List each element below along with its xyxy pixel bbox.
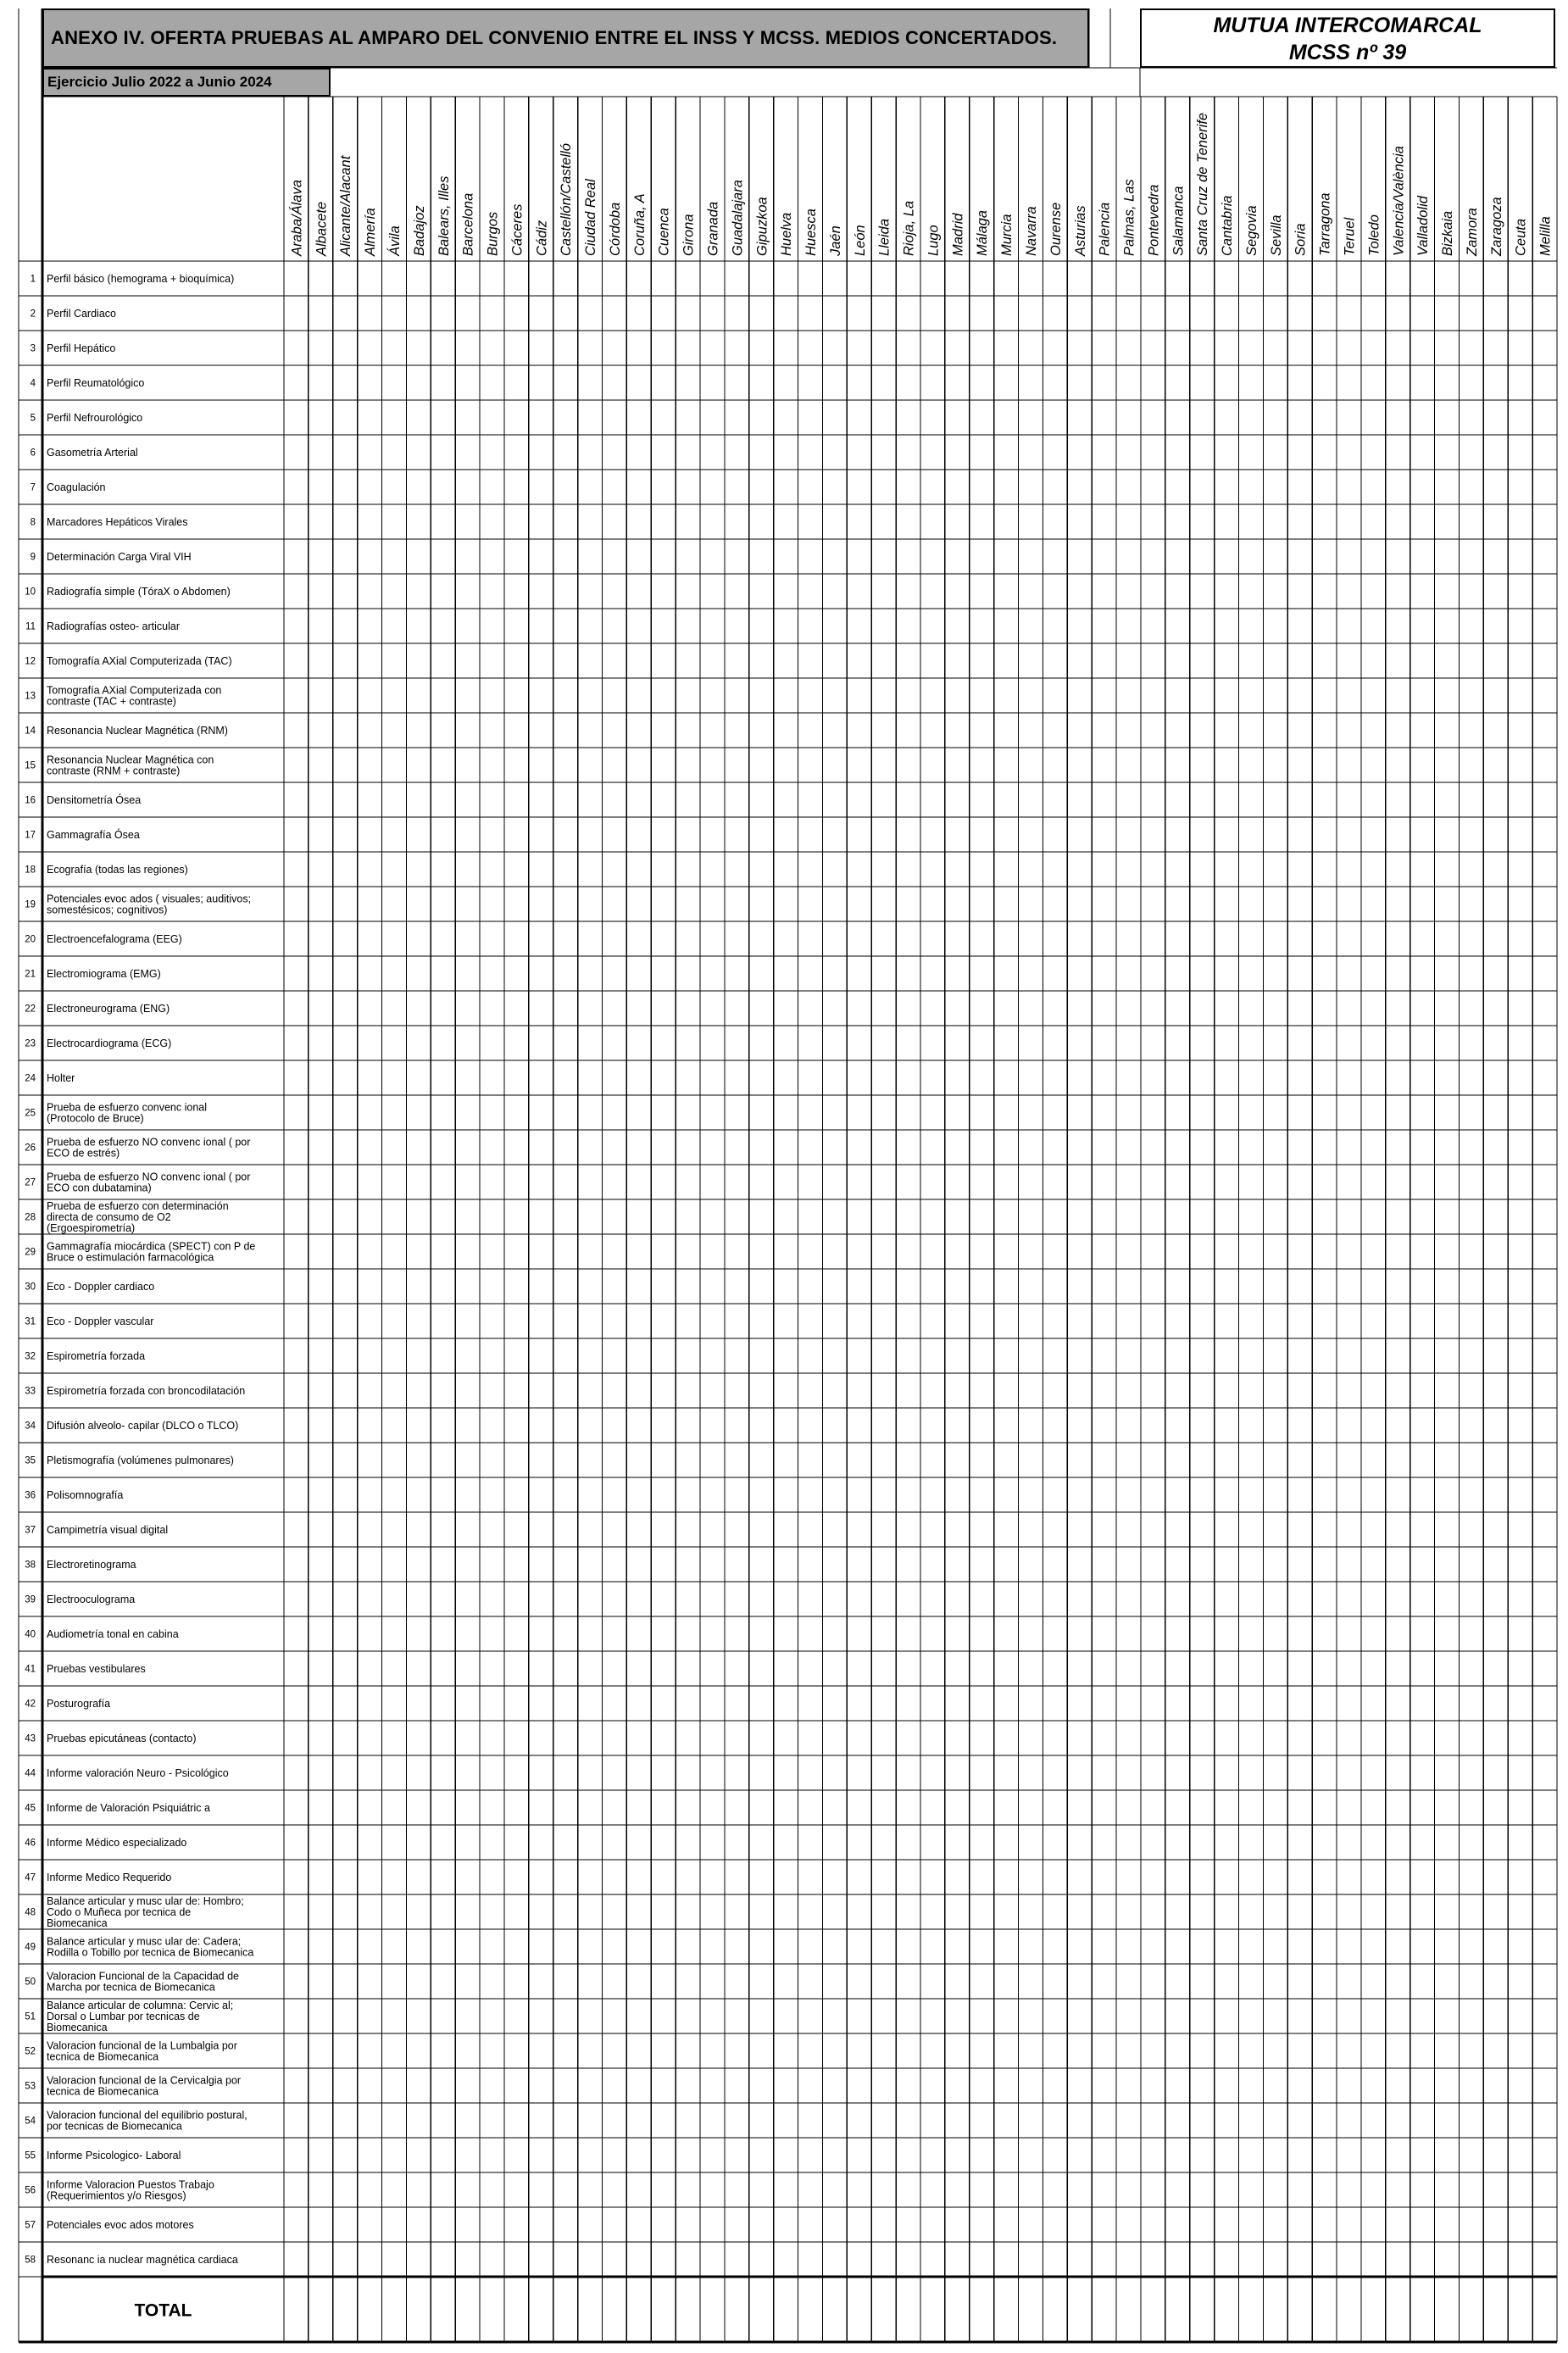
test-name: ECO de estrés) [47, 1147, 120, 1160]
test-number: 3 [30, 343, 36, 354]
test-name: Prueba de esfuerzo con determinación [47, 1199, 229, 1212]
province-header: Asturias [1072, 205, 1088, 256]
province-header: Ourense [1048, 202, 1064, 256]
test-name: Perfil Reumatológico [47, 377, 145, 389]
test-name: Pruebas vestibulares [47, 1663, 146, 1675]
test-name: Pletismografía (volúmenes pulmonares) [47, 1455, 234, 1466]
test-number: 58 [25, 2255, 36, 2266]
test-number: 57 [25, 2220, 36, 2231]
test-number: 10 [25, 587, 36, 598]
test-number: 54 [25, 2116, 36, 2127]
province-header: Salamanca [1170, 186, 1187, 256]
test-number: 48 [25, 1907, 36, 1918]
test-name: Prueba de esfuerzo NO convenc ional ( por [47, 1136, 251, 1149]
test-number: 45 [25, 1803, 36, 1814]
test-name: Tomografía AXial Computerizada (TAC) [47, 655, 232, 667]
test-name: Valoracion funcional de la Lumbalgia por [47, 2039, 237, 2052]
test-name: Biomecanica [47, 1917, 108, 1930]
test-name: Espirometría forzada con broncodilatación [47, 1385, 246, 1397]
test-name: (Protocolo de Bruce) [47, 1112, 144, 1125]
test-name: Marcadores Hepáticos Virales [47, 516, 188, 528]
province-header: Burgos [485, 211, 501, 256]
test-name: Valoracion Funcional de la Capacidad de [47, 1970, 240, 1983]
test-name: Espirometría forzada [47, 1350, 146, 1362]
test-name: Potenciales evoc ados ( visuales; auditivos; [47, 893, 252, 905]
province-header: Huesca [803, 209, 820, 256]
test-number: 41 [25, 1664, 36, 1675]
test-number: 15 [25, 760, 36, 771]
test-name: Electrocardiograma (ECG) [47, 1037, 172, 1049]
test-number: 47 [25, 1872, 36, 1883]
test-name: Campimetría visual digital [47, 1524, 169, 1536]
test-name: Bruce o estimulación farmacológica [47, 1251, 214, 1264]
exercise-period: Ejercicio Julio 2022 a Junio 2024 [42, 68, 331, 97]
province-header: Valencia/València [1391, 146, 1407, 256]
test-name: Gammagrafía Ósea [47, 829, 140, 841]
test-name: Posturografía [47, 1698, 111, 1710]
test-name: Perfil básico (hemograma + bioquímica) [47, 273, 235, 285]
test-number: 51 [25, 2011, 36, 2022]
province-header: Badajoz [411, 205, 427, 256]
test-number: 8 [30, 517, 36, 528]
province-header: Segovia [1243, 205, 1259, 256]
test-name: (Ergoespirometría) [47, 1222, 136, 1235]
test-name: Pruebas epicutáneas (contacto) [47, 1733, 197, 1744]
province-header: Zamora [1464, 208, 1480, 256]
test-number: 40 [25, 1629, 36, 1640]
test-name: Informe valoración Neuro - Psicológico [47, 1767, 229, 1779]
test-name: directa de consumo de O2 [47, 1211, 171, 1223]
test-number: 24 [25, 1073, 36, 1084]
test-name: Informe Valoracion Puestos Trabajo [47, 2178, 214, 2191]
test-name: Resonanc ia nuclear magnética cardiaca [47, 2254, 238, 2266]
test-number: 26 [25, 1143, 36, 1154]
test-number: 17 [25, 830, 36, 841]
test-number: 31 [25, 1316, 36, 1327]
test-name: Tomografía AXial Computerizada con [47, 684, 222, 697]
province-header: Balears, Illes [436, 175, 452, 256]
test-number: 30 [25, 1282, 36, 1293]
test-name: Determinación Carga Viral VIH [47, 551, 192, 563]
test-number: 11 [25, 621, 36, 632]
test-name: Resonancia Nuclear Magnética con [47, 754, 214, 766]
test-name: Marcha por tecnica de Biomecanica [47, 1981, 215, 1994]
test-number: 28 [25, 1212, 36, 1223]
province-header: Palencia [1097, 202, 1113, 256]
total-label: TOTAL [134, 2300, 192, 2321]
test-name: Eco - Doppler cardiaco [47, 1281, 155, 1293]
province-header: Santa Cruz de Tenerife [1195, 112, 1211, 256]
test-name: Electroretinograma [47, 1559, 136, 1571]
province-header: Granada [705, 201, 721, 256]
test-name: tecnica de Biomecanica [47, 2085, 159, 2098]
test-name: Balance articular y musc ular de: Hombro; [47, 1894, 244, 1907]
province-header: Araba/Álava [289, 180, 305, 256]
province-header: Toledo [1366, 214, 1382, 256]
test-number: 7 [30, 482, 36, 493]
test-name: (Requerimientos y/o Riesgos) [47, 2189, 186, 2202]
test-name: Potenciales evoc ados motores [47, 2219, 194, 2231]
test-number: 9 [30, 552, 36, 563]
test-number: 25 [25, 1108, 36, 1119]
test-name: Audiometría tonal en cabina [47, 1628, 179, 1640]
test-number: 23 [25, 1038, 36, 1049]
test-name: Electroneurograma (ENG) [47, 1003, 170, 1015]
test-name: Perfil Nefrourológico [47, 412, 143, 424]
test-name: Informe Médico especializado [47, 1837, 187, 1849]
test-number: 5 [30, 413, 36, 424]
test-number: 21 [25, 969, 36, 980]
test-name: Electrooculograma [47, 1594, 136, 1605]
test-name: Gasometría Arterial [47, 447, 138, 459]
test-name: Radiografías osteo- articular [47, 620, 181, 632]
province-header: Castellón/Castelló [559, 143, 575, 256]
test-number: 46 [25, 1838, 36, 1849]
test-name: Rodilla o Tobillo por tecnica de Biomecanica [47, 1946, 254, 1959]
test-name: Radiografía simple (TóraX o Abdomen) [47, 586, 231, 598]
test-number: 13 [25, 691, 36, 702]
document-title: ANEXO IV. OFERTA PRUEBAS AL AMPARO DEL CONVENIO ENTRE EL INSS Y MCSS. MEDIOS CONCERTADOS. [42, 8, 1089, 68]
test-number: 32 [25, 1351, 36, 1362]
province-header: Pontevedra [1146, 184, 1162, 256]
mutua-number: MCSS nº 39 [1288, 41, 1407, 64]
test-name: Perfil Hepático [47, 342, 116, 354]
province-header: Palmas, Las [1121, 179, 1137, 256]
test-number: 2 [30, 309, 36, 320]
province-header: Madrid [950, 213, 966, 256]
test-number: 4 [30, 378, 36, 389]
test-name: ECO con dubatamina) [47, 1182, 152, 1194]
test-number: 56 [25, 2185, 36, 2196]
test-number: 50 [25, 1977, 36, 1988]
province-header: Alicante/Alacant [338, 155, 354, 256]
test-number: 39 [25, 1594, 36, 1605]
test-number: 12 [25, 656, 36, 667]
province-header: Lleida [876, 218, 892, 256]
test-number: 44 [25, 1768, 36, 1779]
province-header: Tarragona [1317, 192, 1333, 256]
test-name: Densitometría Ósea [47, 794, 142, 806]
province-header: Melilla [1537, 216, 1554, 256]
province-header: Barcelona [460, 192, 476, 256]
test-number: 29 [25, 1247, 36, 1258]
test-number: 37 [25, 1525, 36, 1536]
test-number: 35 [25, 1455, 36, 1466]
test-number: 52 [25, 2046, 36, 2057]
test-name: contraste (RNM + contraste) [47, 765, 181, 777]
province-header: Huelva [779, 212, 795, 256]
province-header: Málaga [975, 209, 991, 256]
test-name: Perfil Cardiaco [47, 308, 116, 320]
test-name: Balance articular y musc ular de: Cadera; [47, 1935, 242, 1948]
test-name: Dorsal o Lumbar por tecnicas de [47, 2011, 200, 2022]
test-number: 43 [25, 1733, 36, 1744]
province-header: Murcia [999, 214, 1015, 256]
province-header: Jaén [827, 225, 843, 256]
test-name: Polisomnografía [47, 1489, 124, 1501]
test-name: Electroencefalograma (EEG) [47, 933, 182, 945]
province-header: Soria [1293, 223, 1309, 256]
test-name: Prueba de esfuerzo convenc ional [47, 1101, 208, 1114]
province-header: Gipuzkoa [754, 197, 770, 256]
province-header: Cáceres [509, 203, 525, 256]
test-number: 38 [25, 1560, 36, 1571]
test-number: 42 [25, 1699, 36, 1710]
test-name: contraste (TAC + contraste) [47, 695, 176, 708]
test-number: 19 [25, 899, 36, 910]
test-name: tecnica de Biomecanica [47, 2050, 159, 2063]
test-number: 20 [25, 934, 36, 945]
test-name: Prueba de esfuerzo NO convenc ional ( por [47, 1171, 251, 1183]
test-number: 27 [25, 1177, 36, 1188]
test-name: por tecnicas de Biomecanica [47, 2120, 182, 2133]
test-name: Biomecanica [47, 2022, 108, 2034]
province-header: Almería [363, 208, 379, 256]
province-header: Sevilla [1268, 214, 1284, 256]
test-number: 16 [25, 795, 36, 806]
test-number: 49 [25, 1942, 36, 1953]
province-header: Cádiz [534, 220, 550, 256]
province-header: Coruña, A [631, 193, 648, 256]
province-header: Teruel [1342, 217, 1358, 256]
test-name: Informe Psicologico- Laboral [47, 2150, 181, 2161]
test-number: 53 [25, 2081, 36, 2092]
province-header: Lugo [926, 225, 942, 256]
test-name: Coagulación [47, 481, 106, 493]
province-header: Albacete [314, 201, 330, 256]
test-name: somestésicos; cognitivos) [47, 904, 168, 916]
test-number: 33 [25, 1386, 36, 1397]
province-header: Valladolid [1415, 196, 1432, 256]
test-number: 34 [25, 1421, 36, 1432]
province-header: Zaragoza [1488, 197, 1504, 256]
province-header: Ávila [386, 225, 403, 256]
test-name: Informe de Valoración Psiquiátric a [47, 1802, 210, 1814]
test-name: Electromiograma (EMG) [47, 968, 161, 980]
test-name: Valoracion funcional de la Cervicalgia por [47, 2074, 242, 2087]
province-header: Bizkaia [1440, 210, 1456, 256]
province-header: Guadalajara [730, 180, 746, 256]
test-name: Holter [47, 1072, 75, 1084]
test-number: 55 [25, 2150, 36, 2161]
test-name: Ecografía (todas las regiones) [47, 864, 188, 876]
province-header: Cantabria [1220, 195, 1236, 256]
province-header: León [852, 225, 868, 256]
test-name: Difusión alveolo- capilar (DLCO o TLCO) [47, 1420, 239, 1432]
test-number: 1 [30, 274, 36, 285]
test-number: 14 [25, 726, 36, 737]
test-name: Resonancia Nuclear Magnética (RNM) [47, 725, 228, 737]
test-number: 6 [30, 448, 36, 459]
province-header: Ciudad Real [583, 179, 599, 256]
province-header: Ceuta [1513, 218, 1529, 256]
province-header: Córdoba [607, 202, 623, 256]
test-number: 36 [25, 1490, 36, 1501]
test-name: Informe Medico Requerido [47, 1872, 172, 1883]
province-header: Girona [681, 214, 697, 256]
province-header: Navarra [1023, 206, 1039, 256]
test-number: 22 [25, 1004, 36, 1015]
province-header: Cuenca [656, 208, 672, 256]
mutua-name: MUTUA INTERCOMARCAL [1213, 14, 1482, 37]
test-name: Balance articular de columna: Cervic al; [47, 1999, 234, 2011]
test-name: Codo o Muñeca por tecnica de [47, 1906, 192, 1918]
test-number: 18 [25, 865, 36, 876]
test-name: Eco - Doppler vascular [47, 1316, 154, 1327]
test-name: Valoracion funcional del equilibrio postural, [47, 2109, 247, 2122]
province-header: Rioja, La [901, 200, 917, 256]
test-name: Gammagrafía miocárdica (SPECT) con P de [47, 1240, 256, 1253]
